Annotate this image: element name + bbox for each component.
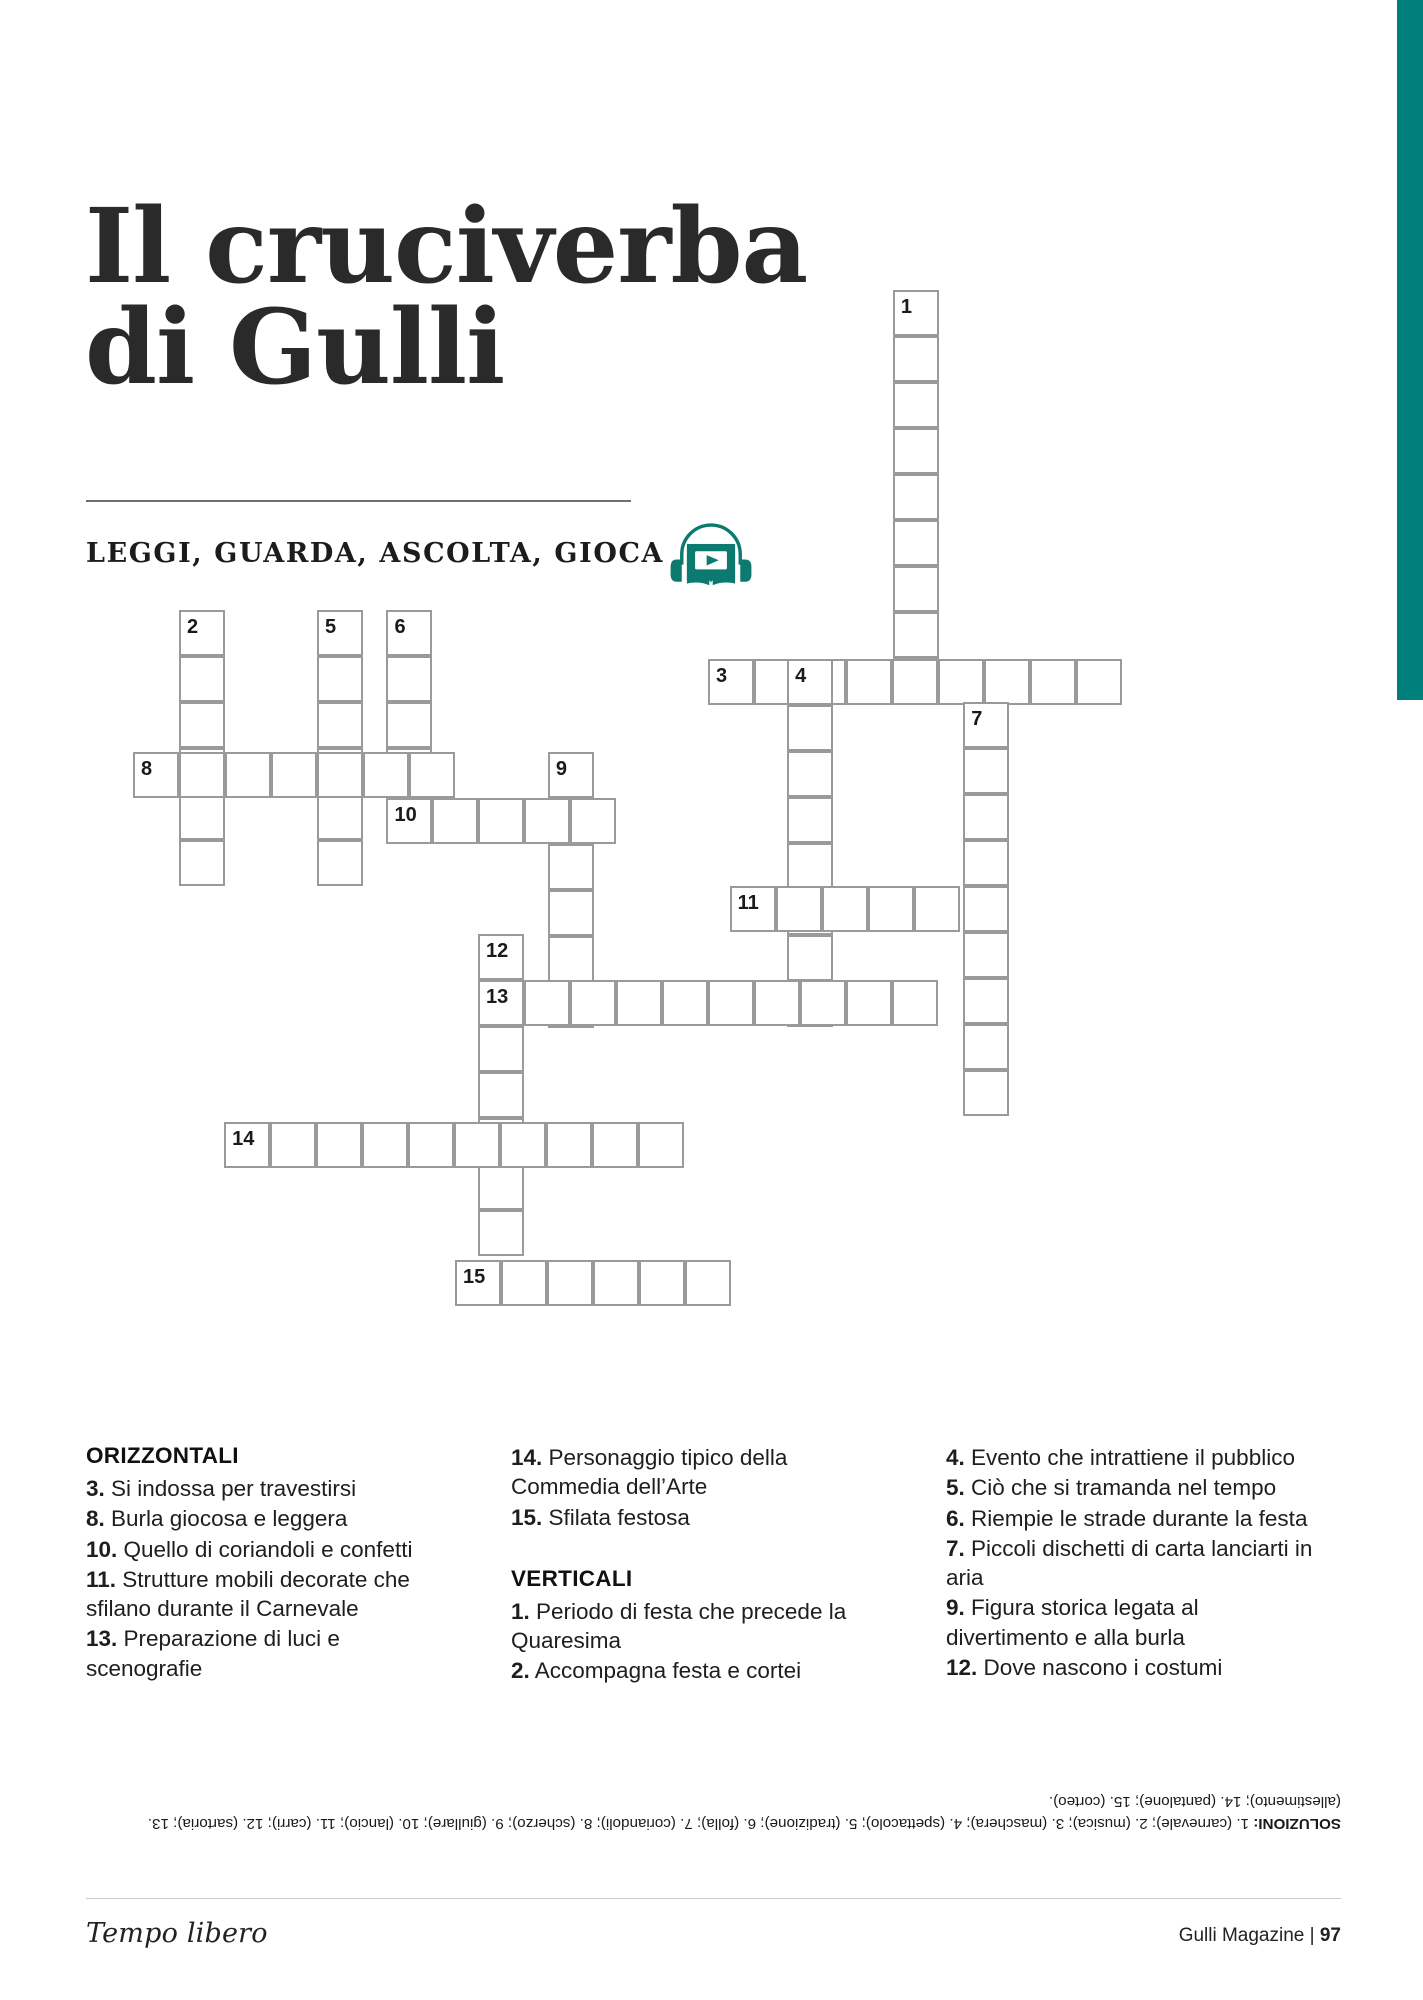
crossword-cell[interactable] <box>984 659 1030 705</box>
crossword-cell[interactable] <box>478 980 524 1026</box>
crossword-cell-number: 1 <box>900 296 913 318</box>
crossword-cell[interactable] <box>822 886 868 932</box>
solutions-line <box>86 1790 1341 1834</box>
crossword-cell-number: 14 <box>232 1127 255 1150</box>
clue-text: Ciò che si tramanda nel tempo <box>964 1475 1277 1501</box>
clue-item <box>86 1565 456 1624</box>
clue-item <box>946 1593 1316 1652</box>
page-title-line-2: di Gulli <box>85 286 505 408</box>
crossword-cell[interactable] <box>893 336 939 382</box>
crossword-cell[interactable] <box>1030 659 1076 705</box>
crossword-cell[interactable] <box>800 980 846 1026</box>
crossword-cell[interactable] <box>362 1122 408 1168</box>
crossword-cell-number: 3 <box>716 664 728 687</box>
crossword-cell[interactable] <box>179 752 225 798</box>
clue-number: 14. <box>511 1445 543 1470</box>
down-heading: VERTICALI <box>511 1565 633 1591</box>
crossword-cell[interactable] <box>270 1122 316 1168</box>
clue-text: Strutture mobili decorate che sfilano durante il Carnevale <box>86 1566 410 1621</box>
crossword-cell[interactable] <box>224 1122 270 1168</box>
clue-item <box>86 1535 456 1564</box>
crossword-cell[interactable] <box>787 843 833 889</box>
crossword-cell[interactable] <box>570 798 616 844</box>
clue-item <box>946 1653 1316 1682</box>
crossword-cell[interactable] <box>787 659 833 705</box>
crossword-cell[interactable] <box>685 1260 731 1306</box>
crossword-cell[interactable] <box>179 840 225 886</box>
crossword-cell[interactable] <box>386 610 432 656</box>
clues-column-2 <box>511 1443 881 1687</box>
clue-item <box>86 1624 456 1683</box>
crossword-cell-number: 5 <box>325 616 337 639</box>
crossword-cell[interactable] <box>892 980 938 1026</box>
crossword-cell[interactable] <box>524 798 570 844</box>
crossword-cell[interactable] <box>363 752 409 798</box>
crossword-cell[interactable] <box>179 656 225 702</box>
clue-number: 6. <box>946 1505 965 1531</box>
crossword-cell[interactable] <box>787 797 833 843</box>
crossword-cell[interactable] <box>386 656 432 702</box>
clues-list-down-part1 <box>511 1597 881 1686</box>
crossword-cell[interactable] <box>963 978 1009 1024</box>
crossword-cell[interactable] <box>547 1260 593 1306</box>
clue-number: 15. <box>511 1504 543 1530</box>
crossword-cell[interactable] <box>787 705 833 751</box>
crossword-cell[interactable] <box>638 1122 684 1168</box>
clue-text: Quello di coriandoli e confetti <box>117 1536 413 1562</box>
solutions-label: SOLUZIONI: <box>1253 1815 1341 1833</box>
crossword-cell[interactable] <box>754 980 800 1026</box>
clue-text: Personaggio tipico della Commedia dell’Arte <box>511 1445 788 1500</box>
crossword-cell[interactable] <box>478 1164 524 1210</box>
crossword-cell[interactable] <box>776 886 822 932</box>
clue-number: 1. <box>511 1598 530 1624</box>
crossword-cell[interactable] <box>317 794 363 840</box>
crossword-cell[interactable] <box>868 886 914 932</box>
crossword-cell[interactable] <box>639 1260 685 1306</box>
crossword-cell[interactable] <box>454 1122 500 1168</box>
clues-list-across-part2 <box>511 1443 881 1532</box>
crossword-cell[interactable] <box>386 702 432 748</box>
crossword-cell[interactable] <box>500 1122 546 1168</box>
clue-number: 12. <box>946 1654 978 1680</box>
crossword-cell-number: 13 <box>486 986 509 1008</box>
footer-section-name: Tempo libero <box>86 1918 268 1949</box>
across-heading: ORIZZONTALI <box>86 1443 239 1468</box>
crossword-cell[interactable] <box>963 1070 1009 1116</box>
clue-text: Evento che intrattiene il pubblico <box>964 1445 1295 1470</box>
clue-text: Sfilata festosa <box>542 1504 690 1530</box>
crossword-cell[interactable] <box>963 1024 1009 1070</box>
crossword-cell[interactable] <box>893 290 939 336</box>
crossword-cell[interactable] <box>593 1260 639 1306</box>
subtitle: LEGGI, GUARDA, ASCOLTA, GIOCA <box>86 538 665 569</box>
clue-number: 3. <box>86 1476 105 1501</box>
footer-divider <box>86 1898 1341 1899</box>
crossword-cell[interactable] <box>316 1122 362 1168</box>
clue-item <box>946 1443 1316 1472</box>
clue-number: 4. <box>946 1445 965 1470</box>
crossword-cell[interactable] <box>501 1260 547 1306</box>
crossword-cell[interactable] <box>893 520 939 566</box>
solutions-text: 1. (carnevale); 2. (musica); 3. (maschera); 4. (spettacolo); 5. (tradizione); 6. (folla); 7. (coriandoli); 8. (scherzo); 9. (giullare); 10. (lancio); 11. (carri); 12. (sartoria); 13. (allestimento); 14. (pantalone); 15. (corteo). <box>147 1793 1341 1833</box>
clue-number: 10. <box>86 1536 118 1562</box>
crossword-cell[interactable] <box>893 428 939 474</box>
crossword-cell-number: 2 <box>187 616 199 639</box>
crossword-cell[interactable] <box>708 980 754 1026</box>
crossword-cell-number: 9 <box>555 757 568 780</box>
crossword-cell[interactable] <box>892 659 938 705</box>
clue-number: 13. <box>86 1626 118 1652</box>
clue-number: 2. <box>511 1658 530 1684</box>
page-title-line-1: Il cruciverba <box>85 186 808 307</box>
clue-text: Piccoli dischetti di carta lanciarti in aria <box>946 1535 1313 1590</box>
clue-text: Riempie le strade durante la festa <box>964 1505 1308 1531</box>
clue-text: Preparazione di luci e scenografie <box>86 1626 340 1681</box>
crossword-cell[interactable] <box>548 844 594 890</box>
crossword-cell[interactable] <box>963 886 1009 932</box>
crossword-cell[interactable] <box>478 1072 524 1118</box>
clue-number: 8. <box>86 1506 105 1532</box>
clue-item <box>511 1656 881 1685</box>
crossword-cell[interactable] <box>408 1122 454 1168</box>
crossword-cell[interactable] <box>963 840 1009 886</box>
crossword-cell[interactable] <box>432 798 478 844</box>
crossword-cell[interactable] <box>548 890 594 936</box>
crossword-cell[interactable] <box>963 702 1009 748</box>
crossword-cell[interactable] <box>616 980 662 1026</box>
crossword-cell-number: 10 <box>394 803 417 826</box>
crossword-cell[interactable] <box>478 1210 524 1256</box>
clue-number: 7. <box>946 1535 965 1561</box>
crossword-cell[interactable] <box>548 936 594 982</box>
footer-magazine <box>1179 1925 1341 1947</box>
clues-column-3 <box>946 1443 1316 1683</box>
crossword-cell[interactable] <box>386 798 432 844</box>
crossword-cell-number: 15 <box>463 1265 486 1288</box>
crossword-cell[interactable] <box>179 794 225 840</box>
crossword-cell[interactable] <box>225 752 271 798</box>
clue-item <box>86 1504 456 1533</box>
clues-list-down-part2 <box>946 1443 1316 1682</box>
crossword-cell[interactable] <box>455 1260 501 1306</box>
crossword-cell[interactable] <box>317 656 363 702</box>
clue-number: 11. <box>86 1566 117 1592</box>
clue-item <box>946 1504 1316 1533</box>
crossword-cell[interactable] <box>317 702 363 748</box>
crossword-cell[interactable] <box>846 980 892 1026</box>
clue-number: 9. <box>946 1595 965 1621</box>
crossword-cell[interactable] <box>963 748 1009 794</box>
crossword-cell[interactable] <box>846 659 892 705</box>
crossword-cell[interactable] <box>271 752 317 798</box>
crossword-cell[interactable] <box>317 610 363 656</box>
crossword-cell[interactable] <box>179 702 225 748</box>
crossword-cell[interactable] <box>592 1122 638 1168</box>
crossword-cell[interactable] <box>317 840 363 886</box>
clues-list-across-part1 <box>86 1474 456 1683</box>
crossword-cell[interactable] <box>893 566 939 612</box>
crossword-cell[interactable] <box>893 382 939 428</box>
crossword-cell[interactable] <box>893 612 939 658</box>
crossword-cell[interactable] <box>938 659 984 705</box>
crossword-cell[interactable] <box>1076 659 1122 705</box>
clue-text: Si indossa per travestirsi <box>104 1476 357 1501</box>
crossword-cell[interactable] <box>787 751 833 797</box>
clues-section <box>86 1443 1341 1723</box>
clue-item <box>511 1597 881 1656</box>
crossword-cell[interactable] <box>478 1026 524 1072</box>
crossword-cell-number: 6 <box>394 616 406 639</box>
clue-item <box>511 1443 881 1502</box>
crossword-cell-number: 12 <box>486 939 509 962</box>
crossword-cell[interactable] <box>478 798 524 844</box>
crossword-cell[interactable] <box>546 1122 592 1168</box>
crossword-cell[interactable] <box>317 752 363 798</box>
crossword-cell[interactable] <box>524 980 570 1026</box>
crossword-cell[interactable] <box>133 752 179 798</box>
crossword-cell[interactable] <box>914 886 960 932</box>
crossword-cell[interactable] <box>179 610 225 656</box>
crossword-cell-number: 4 <box>795 664 807 687</box>
clue-text: Periodo di festa che precede la Quaresima <box>511 1598 847 1653</box>
crossword-cell[interactable] <box>409 752 455 798</box>
crossword-cell[interactable] <box>787 935 833 981</box>
crossword-cell[interactable] <box>662 980 708 1026</box>
clue-item <box>946 1534 1316 1593</box>
footer-magazine-name: Gulli Magazine | <box>1178 1925 1320 1946</box>
crossword-cell[interactable] <box>570 980 616 1026</box>
crossword-cell-number: 7 <box>971 708 983 731</box>
crossword-cell[interactable] <box>893 474 939 520</box>
crossword-cell[interactable] <box>730 886 776 932</box>
crossword-cell-number: 8 <box>141 757 153 780</box>
crossword-cell[interactable] <box>963 932 1009 978</box>
clue-item <box>946 1473 1316 1502</box>
clue-item <box>86 1474 456 1503</box>
footer-page-number: 97 <box>1319 1925 1341 1946</box>
clue-text: Figura storica legata al divertimento e alla burla <box>946 1595 1199 1650</box>
clue-text: Burla giocosa e leggera <box>104 1506 348 1532</box>
clue-text: Accompagna festa e cortei <box>529 1658 802 1684</box>
crossword-cell[interactable] <box>478 934 524 980</box>
clue-number: 5. <box>946 1475 965 1501</box>
crossword-cell[interactable] <box>963 794 1009 840</box>
clue-item <box>511 1503 881 1532</box>
clues-column-1 <box>86 1443 456 1684</box>
crossword-cell[interactable] <box>548 752 594 798</box>
crossword-cell-number: 11 <box>737 892 759 915</box>
crossword-cell[interactable] <box>708 659 754 705</box>
clue-text: Dove nascono i costumi <box>977 1654 1223 1680</box>
